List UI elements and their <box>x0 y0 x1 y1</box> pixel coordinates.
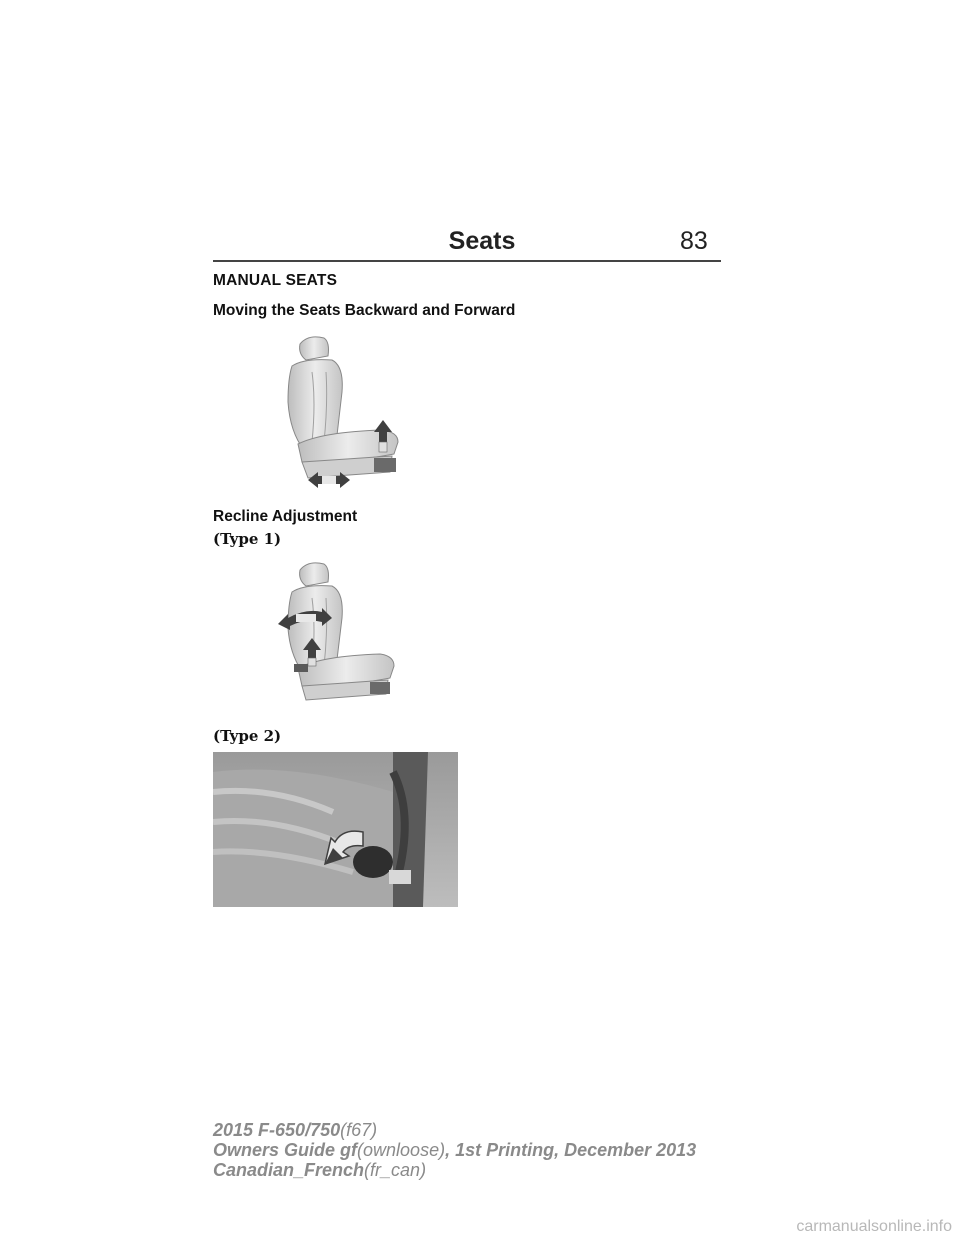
footer-guide-code: (ownloose) <box>357 1140 446 1160</box>
footer-model: 2015 F-650/750 <box>213 1120 341 1140</box>
watermark: carmanualsonline.info <box>796 1218 952 1235</box>
subsection-heading-recline: Recline Adjustment <box>213 508 358 525</box>
header-rule <box>213 260 721 262</box>
type2-label: (Type 2) <box>213 727 282 745</box>
seat-fore-aft-illustration <box>282 332 412 492</box>
footer-model-code: (f67) <box>340 1120 378 1140</box>
type1-label: (Type 1) <box>213 530 282 548</box>
seat-recline-type2-illustration <box>213 752 458 907</box>
subsection-heading-fore-aft: Moving the Seats Backward and Forward <box>213 302 516 319</box>
section-heading: MANUAL SEATS <box>213 272 338 289</box>
footer-line-1 <box>213 1120 377 1140</box>
footer-line-2 <box>213 1140 696 1160</box>
footer-language-code: (fr_can) <box>364 1160 427 1180</box>
footer-line-3 <box>213 1160 426 1180</box>
footer-guide: Owners Guide gf <box>213 1140 358 1160</box>
page-number: 83 <box>680 227 708 255</box>
footer-language: Canadian_French <box>213 1160 365 1180</box>
footer-printing: , 1st Printing, December 2013 <box>445 1140 697 1160</box>
running-header-title: Seats <box>448 227 516 255</box>
seat-recline-type1-illustration <box>272 558 402 710</box>
